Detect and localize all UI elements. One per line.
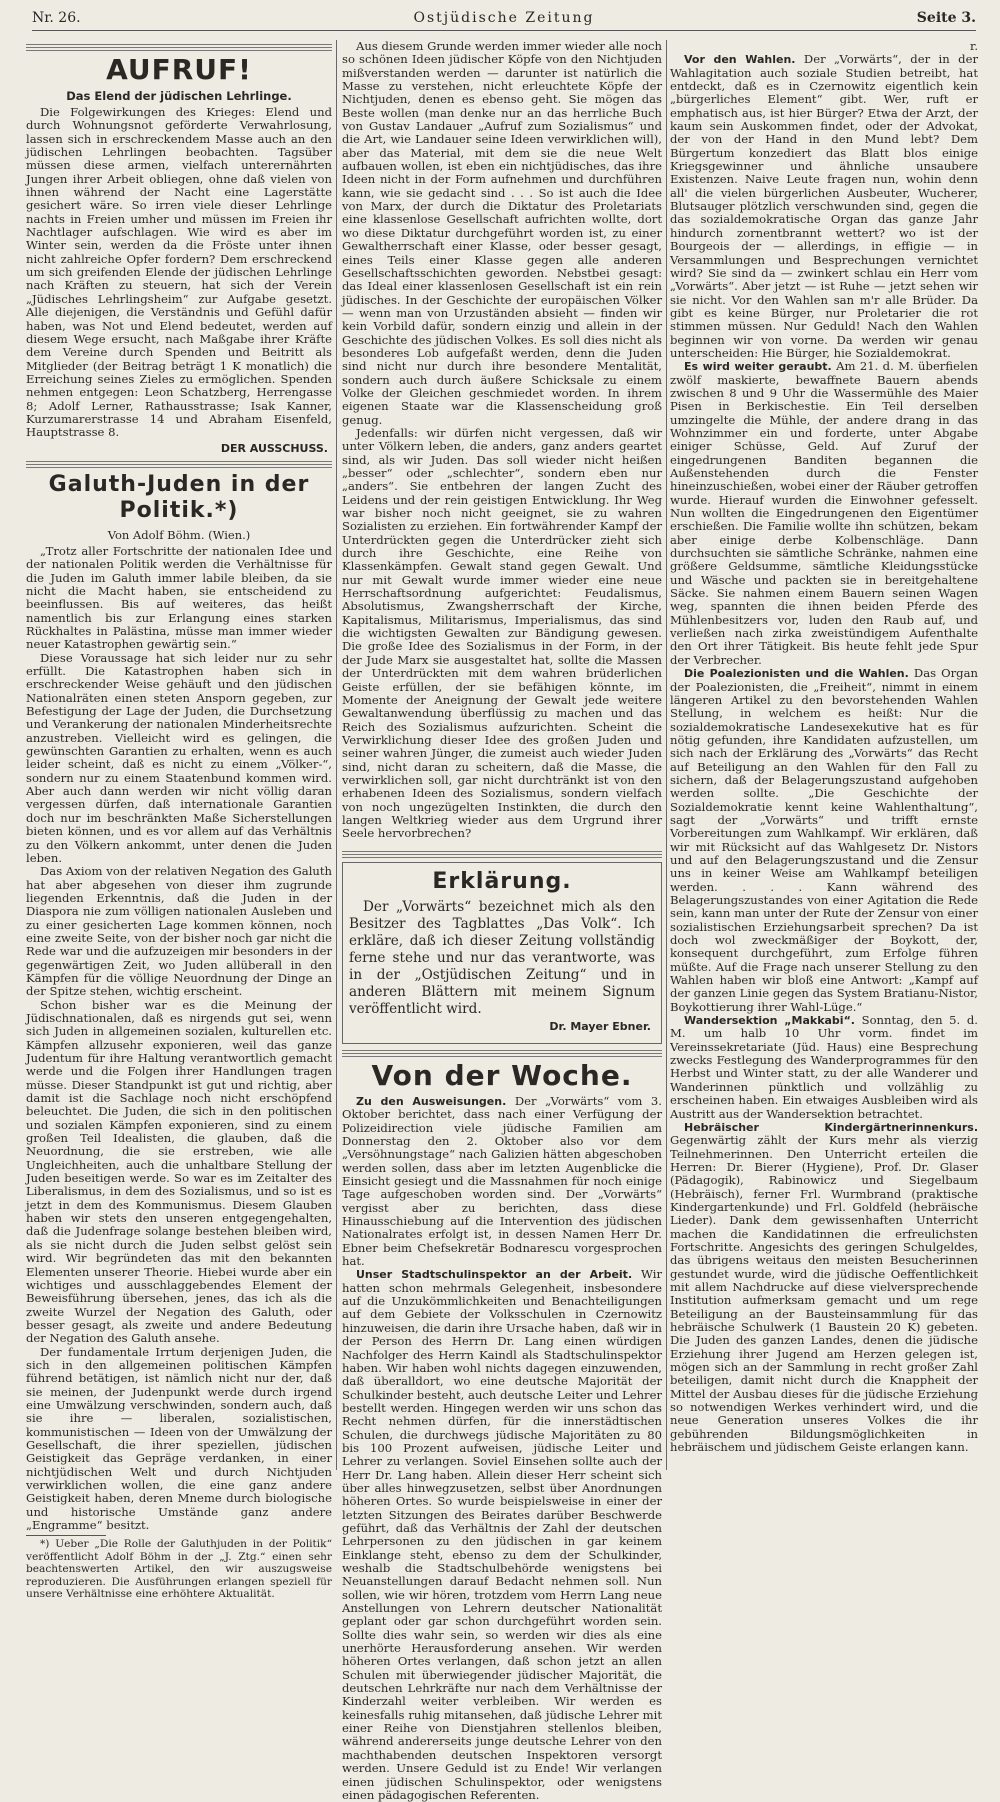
galuth-paragraph: Schon bisher war es die Meinung der Jüdischnationalen, daß es nirgends gut sei, wenn sich Juden in allgemeinen sozialen, kulturellen etc. Kämpfen allzusehr exponieren, weil das ganze Judentum für ihre Haltung verantwortlich gemacht werde und die Folgen ihrer Handlungen tragen müsse. Dieser Standpunkt ist gut und richtig, aber damit ist die Sachlage noch nicht erschöpfend beleuchtet. Die Juden, die sich in den politischen und sozialen Kämpfen exponieren, sind zu einem großen Teil Idealisten, die glauben, daß die Neuordnung, die sie erstreben, wie alle Ungleichheiten, auch die unhaltbare Stellung der Juden beseitigen werde. So war es im Zeitalter des Liberalismus, in dem des Sozialismus, und so ist es jetzt in dem des Kommunismus. Diesem Glauben haben wir stets den unseren entgegengehalten, daß die Judenfrage solange bestehen bleiben wird, als sie nicht durch die Juden selbst gelöst sein wird. Wir begründeten das mit den bekannten Elementen unserer Theorie. Hiebei wurde aber ein wichtiges und ausschlaggebendes Element der Beweisführung übersehen, jenes, das ich als die zweite Wurzel der Negation des Galuth, oder besser gesagt, als zweite und andere Bedeutung der Negation des Galuth ansehe. — [26, 997, 332, 1346]
page-number: Seite 3. — [916, 10, 976, 26]
woche-item-head: Es wird weiter geraubt. — [684, 360, 832, 374]
woche-item-head: Wandersektion „Makkabi“. — [684, 1014, 855, 1028]
section-rule — [26, 459, 332, 468]
woche-item-text: Wir hatten schon mehrmals Gelegenheit, insbesondere auf die Unzukömmlichkeiten und Benachteiligungen auf dem Gebiete der Volksschulen in Czernowitz hinzuweisen, die darin ihre Ursache haben, daß wir in der Person des Herrn Dr. Lang einen würdigen Nachfolger des Herrn Kaindl als Stadtschulinspektor haben. Wir haben wohl nichts dagegen einzuwenden, daß überalldort, wo eine deutsche Majorität der Schulkinder besteht, auch deutsche Leiter und Lehrer bestellt werden. Hingegen werden wir uns schon das Recht nehmen dürfen, für die innerstädtischen Schulen, die durchwegs jüdische Majoritäten zu 80 bis 100 Prozent aufweisen, jüdische Leiter und Lehrer zu verlangen. Soviel Einsehen sollte auch der Herr Dr. Lang haben. Allein dieser Herr scheint sich über alles hinwegzusetzen, selbst über Anordnungen höheren Ortes. So wurde beispielsweise in einer der letzten Sitzungen des Beirates darüber Beschwerde geführt, daß das Verhältnis der Zahl der deutschen Lehrpersonen zu den jüdischen in gar keinem Einklange steht, ebenso zu dem der Schulkinder, weshalb die Stadtschulbehörde wenigstens bei Neuanstellungen darauf Bedacht nehmen soll. Nun sollen, wie wir hören, trotzdem vom Herrn Lang neue Anstellungen von Lehrern deutscher Nationalität geplant oder gar schon durchgeführt worden sein. Sollte dies wahr sein, so werden wir dies als eine unerhörte Herausforderung ansehen. Wir werden höheren Ortes verlangen, daß schon jetzt an allen Schulen mit überwiegender jüdischer Majorität, die deutschen Lehrkräfte nur nach dem Verhältnisse der Kinderzahl weiter verbleiben. Wir werden es keinesfalls ruhig mitansehen, daß jüdische Lehrer mit einer Reihe von Dienstjahren stellenlos bleiben, während andererseits junge deutsche Lehrer von den machthabenden deutschen Inspektoren versorgt werden. Unsere Geduld ist zu Ende! Wir verlangen einen jüdischen Schulinspektor, oder wenigstens einen pädagogischen Referenten. — [342, 1267, 663, 1802]
galuth-paragraph: Der fundamentale Irrtum derjenigen Juden, die sich in den allgemeinen politischen Kämpfen führend betätigen, ist nämlich nicht nur der, daß sie meinen, der Judenpunkt werde durch irgend eine Umwälzung verschwinden, sondern auch, daß sie ihre — liberalen, sozialistischen, kommunistischen — Ideen von der Umwälzung der Gesellschaft, die ihrer speziellen, jüdischen Geistigkeit das Gepräge verdanken, in einer nichtjüdischen Welt und durch Nichtjuden verwirklichen wollen, die eine ganz andere Geistigkeit haben, deren Mneme durch biologische und historische Umstände ganz andere „Engramme“ besitzt. — [26, 1344, 332, 1533]
woche-item — [670, 1121, 978, 1455]
erklaerung-signature: Dr. Mayer Ebner. — [549, 1019, 651, 1033]
column-divider — [666, 40, 667, 1470]
section-rule — [342, 1048, 662, 1057]
woche-item — [670, 667, 978, 1014]
woche-item — [670, 53, 978, 360]
woche-title: Von der Woche. — [371, 1058, 633, 1092]
galuth-continued-paragraph: Jedenfalls: wir dürfen nicht vergessen, daß wir unter Völkern leben, die anders, ganz anders geartet sind, als wir Juden. Das soll wieder nicht heißen „besser“ oder „schlechter“, sondern eben nur „anders“. Sie entbehren der langen Zucht des Leidens und der rein geistigen Entwicklung. Ihr Weg war bisher noch nicht geeignet, sie zu wahren Sozialisten zu erziehen. Ein fortwährender Kampf der Unterdrückten gegen die Unterdrücker zieht sich durch ihre Geschichte, eine Reihe von Klassenkämpfen. Gewalt stand gegen Gewalt. Und nur mit Gewalt wurde immer wieder eine neue Herrschaftsordnung aufgerichtet: Feudalismus, Absolutismus, Zwangsherrschaft der Kirche, Kapitalismus, Militarismus, Imperialismus, das sind die wichtigsten Gewalten zur Bändigung gewesen. Die große Idee des Sozialismus in der Form, in der der Jude Marx sie ausgestaltet hat, sollte die Massen der Unterdrückten mit dem wahren brüderlichen Geiste erfüllen, der sie befähigen könnte, im Momente der Aneignung der Gewalt jede weitere Gewaltanwendung überflüssig zu machen und das Reich des Sozialismus aufzurichten. Scheint die Verwirklichung dieser Idee des großen Juden und seiner wahren Jünger, die zumeist auch wieder Juden sind, nicht daran zu scheitern, daß die Masse, die verwirklichen soll, gar nicht durchtränkt ist von den erhabenen Ideen des Sozialismus, sondern vielfach von noch ungezügelten Instinkten, die durch den langen Weltkrieg wieder aus dem Urgrund ihrer Seele hervorbrechen? — [342, 425, 662, 841]
galuth-paragraph: Das Axiom von der relativen Negation des Galuth hat aber abgesehen von dieser ihm zugrunde liegenden Erkenntnis, daß die Juden in der Diaspora nie zum völligen nationalen Ausleben und zu einer gesicherten Lage kommen können, noch eine zweite Seite, von der bisher noch gar nicht die Rede war und die aufzuzeigen mir besonders in der gegenwärtigen Zeit, wo Juden allüberall in den Kämpfen für die völlige Neuordnung der Dinge an der Spitze stehen, wichtig erscheint. — [26, 864, 332, 999]
woche-item-head: Zu den Ausweisungen. — [356, 1094, 507, 1108]
woche-item-text: Das Organ der Poalezionisten, die „Freiheit“, nimmt in einem längeren Artikel zu den bevorstehenden Wahlen Stellung, in welchem es heißt: Nur die sozialdemokratische Landesexekutive hat es für nötig gefunden, ihre Kandidaten aufzustellen, um sich nach der Erklärung des „Vorwärts“ das Recht auf Beteiligung an den Wahlen für den Fall zu sichern, daß der Belagerungszustand aufgehoben werden sollte. „Die Geschichte der Sozialdemokratie kennt keine Wahlenthaltung“, sagt der „Vorwärts“ und trifft ernste Vorbereitungen zum Wahlkampf. Wir erklären, daß wir mit Rücksicht auf das Wahlgesetz Dr. Nistors und auf den Belagerungszustand und die Zensur uns in keiner Weise am Wahlkampf beteiligen werden. . . . Kann während des Belagerungszustandes von einer Agitation die Rede sein, kann man unter der Rute der Zensur von einer sozialistischen Erziehungsarbeit sprechen? Da ist doch wol zweckmäßiger der Boykott, der, konsequent durchgeführt, zum Erfolge führen müßte. Auf die Frage nach unserer Stellung zu den Wahlen haben wir bloß eine Antwort: „Kampf auf der ganzen Linie gegen das System Bratianu-Nistor, Boykottierung ihrer Wahl-Lüge.“ — [670, 666, 978, 1014]
page-header — [32, 8, 976, 31]
galuth-paragraph: „Trotz aller Fortschritte der nationalen Idee und der nationalen Politik werden die Verhältnisse für die Juden im Galuth immer labile bleiben, da sie nicht die Macht haben, sie entscheidend zu beeinflussen. Bis auf weiteres, das heißt namentlich bis zur Erlangung eines starken Rückhaltes in Palästina, müsse man immer wieder neuer Katastrophen gewärtig sein.“ — [26, 543, 332, 652]
woche-item-text: Der „Vorwärts“ vom 3. Oktober berichtet, dass nach einer Verfügung der Polizeidirection viele jüdische Familien am Donnerstag den 2. Oktober also vor dem „Versöhnungstage“ nach Galizien hätten abgeschoben werden sollen, dass aber im letzten Augenblicke die Einsicht gesiegt und die Massnahmen für noch einige Tage aufgeschoben worden sind. Der „Vorwärts“ vergisst aber zu berichten, dass diese Hinausschiebung auf die Intervention des jüdischen Nationalrates erfolgt ist, in dessen Namen Herr Dr. Ebner beim Chefsekretär Bodnarescu vorgesprochen hat. — [342, 1093, 662, 1269]
woche-item-signature: r. — [970, 39, 978, 53]
column-3 — [670, 40, 978, 1470]
woche-item-head: Vor den Wahlen. — [684, 53, 796, 67]
galuth-title: Galuth-Juden in der Politik.*) — [48, 471, 310, 523]
column-2 — [342, 39, 663, 1802]
woche-item-head: Unser Stadtschulinspektor an der Arbeit. — [356, 1268, 633, 1282]
issue-number: Nr. 26. — [32, 10, 81, 26]
erklaerung-title: Erklärung. — [432, 868, 572, 894]
woche-item — [670, 1014, 978, 1121]
column-1 — [26, 40, 332, 1601]
column-divider — [336, 40, 337, 1470]
woche-item — [342, 1268, 662, 1802]
aufruf-body: Die Folgewirkungen des Krieges: Elend und durch Wohnungsnot geförderte Verwahrlosung, lassen sich in erschreckendem Masse auch an den jüdischen Lehrlingen beobachten. Tagsüber müssen diese armen, vielfach unterernährten Jungen ihrer Arbeit obliegen, ohne daß vielen von ihnen während der Nacht eine Lagerstätte gesichert wäre. So irren viele dieser Lehrlinge nachts in Freien umher und müssen im Freien ihr Nachtlager aufschlagen. Wie wird es aber im Winter sein, werden da die Fröste unter ihnen nicht zahlreiche Opfer fordern? Dem erschreckend um sich greifenden Elende der jüdischen Lehrlinge nach Kräften zu steuern, hat sich der Verein „Jüdisches Lehrlingsheim“ zur Aufgabe gesetzt. Alle diejenigen, die Verständnis und Gefühl dafür haben, was Not und Elend bedeutet, werden auf diesem Wege ersucht, nach Maßgabe ihrer Kräfte dem Vereine durch Spenden und Beitritt als Mitglieder (der Beitrag beträgt 1 K monatlich) die Erreichung seines Zieles zu ermöglichen. Spenden nehmen entgegen: Leon Schatzberg, Herrengasse 8; Adolf Lerner, Rathausstrasse; Isak Kanner, Kurzumarerstrasse 14 und Abraham Eisenfeld, Hauptstrasse 8. — [26, 105, 332, 440]
galuth-footnote: *) Ueber „Die Rolle der Galuthjuden in der Politik“ veröffentlicht Adolf Böhm in der „J. Ztg.“ einen sehr beachtenswerten Artikel, den wir auszugsweise reproduzieren. Die Ausführungen erlangen speziell für unsere Verhältnisse eine erhöhtere Aktualität. — [26, 1538, 332, 1601]
woche-item-head: Hebräischer Kindergärtnerinnenkurs. — [684, 1120, 978, 1134]
woche-item — [670, 360, 978, 667]
footnote-rule — [26, 1535, 106, 1536]
woche-item-text: Gegenwärtig zählt der Kurs mehr als vierzig Teilnehmerinnen. Den Unterricht erteilen die Herren: Dr. Bierer (Hygiene), Prof. Dr. Glaser (Pädagogik), Rabinowicz und Siegelbaum (Hebräisch), ferner Frl. Wurmbrand (praktische Kindergartenkunde) und Frl. Goldfeld (hebräische Lieder). Dank dem gewissenhaften Unterricht machen die Kandidatinnen die erfreulichsten Fortschritte. Angesichts des geringen Schulgeldes, das übrigens weitaus den meisten Besucherinnen gestundet wurde, wird die jüdische Oeffentlichkeit mit allem Nachdrucke auf diese vielversprechende Institution aufmerksam gemacht und um rege Beteiligung an der Bausteinsammlung für das hebräische Schulwerk (1 Baustein 20 K) gebeten. Die Juden des ganzen Landes, denen die jüdische Erziehung ihrer Jugend am Herzen gelegen ist, mögen sich an der Sammlung in recht großer Zahl beteiligen, damit nicht durch die Knappheit der Mittel der Ausbau dieses für die jüdische Erziehung so notwendigen Werkes verhindert wird, und die neue Generation unseres Volkes die ihr gebührenden Bildungsmöglichkeiten in hebräischem und jüdischem Geiste erlangen kann. — [670, 1133, 978, 1455]
aufruf-title: AUFRUF! — [106, 53, 252, 86]
section-rule — [26, 42, 332, 51]
erklaerung-box — [342, 862, 662, 1044]
woche-item-text: Sonntag, den 5. d. M. um halb 10 Uhr vorm. findet im Vereinssekretariate (Jüd. Haus) eine Besprechung zwecks Festlegung des Wanderprogrammes für den Herbst und Winter statt, zu der alle Wanderer und Wanderinnen pünktlich und vollzählig zu erscheinen haben. Ein etwaiges Ausbleiben wird als Austritt aus der Wandersektion betrachtet. — [670, 1013, 978, 1121]
woche-item-text: Am 21. d. M. überfielen zwölf maskierte, bewaffnete Bauern abends zwischen 8 und 9 Uhr die Wassermühle des Maier Pisen in Berkischestie. Ein Teil derselben umzingelte die Mühle, der andere drang in das Wohnzimmer ein und forderte, unter Abgabe einiger Schüsse, Geld. Auf Zuruf der eingedrungenen Banditen begannen die Außenstehenden durch die Fenster hineinzuschießen, wobei einer der Räuber getroffen wurde. Hierauf wurden die Einwohner gefesselt. Nun wollten die Eingedrungenen den Eigentümer erschießen. Die Familie wollte ihn schützen, bekam aber einige derbe Kolbenschläge. Dann durchsuchten sie sämtliche Schränke, nahmen eine größere Geldsumme, sämtliche Kleidungsstücke und Wäsche und packten sie in bereitgehaltene Säcke. Sie nahmen einem Bauern seinen Wagen weg, spannten die ihnen beiden Pferde des Mühlenbesitzers vor, luden den Raub auf, und verließen nach zirka zweistündigem Aufenthalte den Ort ihrer Tätigkeit. Bis heute fehlt jede Spur der Verbrecher. — [670, 359, 978, 667]
woche-item — [342, 1095, 662, 1268]
erklaerung-body: Der „Vorwärts“ bezeichnet mich als den Besitzer des Tagblattes „Das Volk“. Ich erkläre, daß ich dieser Zeitung vollständig ferne stehe und nur das verantworte, was in der „Ostjüdischen Zeitung“ und in anderen Blättern mit meinem Signum veröffentlicht wird. — [349, 898, 655, 1017]
aufruf-signature: DER AUSSCHUSS. — [220, 441, 328, 455]
section-rule — [342, 849, 662, 858]
aufruf-subtitle: Das Elend der jüdischen Lehrlinge. — [66, 89, 292, 103]
galuth-author: Von Adolf Böhm. (Wien.) — [107, 527, 251, 542]
galuth-continued-paragraph: Aus diesem Grunde werden immer wieder alle noch so schönen Ideen jüdischer Köpfe von den Nichtjuden mißverstanden werden — darunter ist natürlich die Masse zu verstehen, nicht erleuchtete Köpfe der Nichtjuden, denen es ebenso geht. Sie mögen das Beste wollen (man denke nur an das herrliche Buch von Gustav Landauer „Aufruf zum Sozialismus“ und die Art, wie Landauer seine Ideen verwirklichen will), aber das Material, mit dem sie die neue Welt aufbauen wollen, ist eben ein nichtjüdisches, das ihre Ideen nicht in der Form aufnehmen und durchführen kann, wie sie gedacht sind . . . So ist auch die Idee von Marx, der durch die Diktatur des Proletariats eine klassenlose Gesellschaft aufrichten wollte, dort wo diese Diktatur durchgeführt worden ist, zu einer Gewaltherrschaft einer Klasse, oder besser gesagt, eines Teils einer Klasse gegen alle anderen Gesellschaftsschichten geworden. Nebstbei gesagt: das Ideal einer klassenlosen Gesellschaft ist ein rein jüdisches. In der Geschichte der europäischen Völker — wenn man von Urzuständen absieht — finden wir kein Vorbild dafür, sondern einzig und allein in der Geschichte des jüdischen Volkes. Es soll dies nicht als besonderes Lob aufgefaßt werden, denn die Juden sind nicht nur durch ihre besondere Mentalität, sondern auch durch äußere Schicksale zu einem Volke der Gleichen geschmiedet worden. In ihrem eigenen Staate war die Klassenscheidung groß genug. — [342, 39, 662, 427]
woche-item-head: Die Poalezionisten und die Wahlen. — [684, 667, 909, 681]
woche-item-text: Der „Vorwärts“, der in der Wahlagitation auch soziale Studien betreibt, hat entdeckt, daß es in Czernowitz eigentlich kein „bürgerliches Element“ gibt. Wer, ruft er emphatisch aus, ist hier Bürger? Etwa der Arzt, der kaum sein Auskommen findet, oder der Advokat, der von der Hand in den Mund lebt? Dem Bürgertum konzediert das Blatt blos einige Kriegsgewinner und ähnliche unsaubere Existenzen. Naive Leute fragen nun, wohin denn all' die vielen bürgerlichen Ausbeuter, Wucherer, Blutsauger plötzlich verschwunden sind, gegen die das sozialdemokratische Organ das ganze Jahr hindurch zornentbrannt wettert? wo ist der Bourgeois der — allerdings, in effigie — in Versammlungen und Besprechungen vernichtet wird? Sie sind da — zwinkert schlau ein Herr vom „Vorwärts“. Aber jetzt — ist Ruhe — jetzt sehen wir sie nicht. Vor den Wahlen san m'r alle Brüder. Da gibt es keine Bürger, nur Proletarier die rot stimmen müssen. Nur Geduld! Nach den Wahlen beginnen wir von vorne. Da werden wir genau unterscheiden: Hie Bürger, hie Sozialdemokrat. — [670, 52, 978, 360]
galuth-paragraph: Diese Voraussage hat sich leider nur zu sehr erfüllt. Die Katastrophen haben sich in erschreckender Weise gehäuft und den jüdischen Nationalräten einen steten Ansporn gegeben, zur Befestigung der Lage der Juden, die Durchsetzung und Verankerung der nationalen Minderheitsrechte anzustreben. Vielleicht wird es gelingen, die gewünschten Garantien zu erhalten, wenn es auch leider scheint, daß es nicht zu einem „Völker-“, sondern nur zu einem Staatenbund kommen wird. Aber auch dann werden wir nicht völlig daran vergessen dürfen, daß internationale Garantien doch nur im beschränkten Maße Sicherstellungen bieten können, und es vor allem auf das Verhältnis zu den Völkern ankommt, unter denen die Juden leben. — [26, 650, 332, 865]
newspaper-name: Ostjüdische Zeitung — [413, 10, 595, 26]
